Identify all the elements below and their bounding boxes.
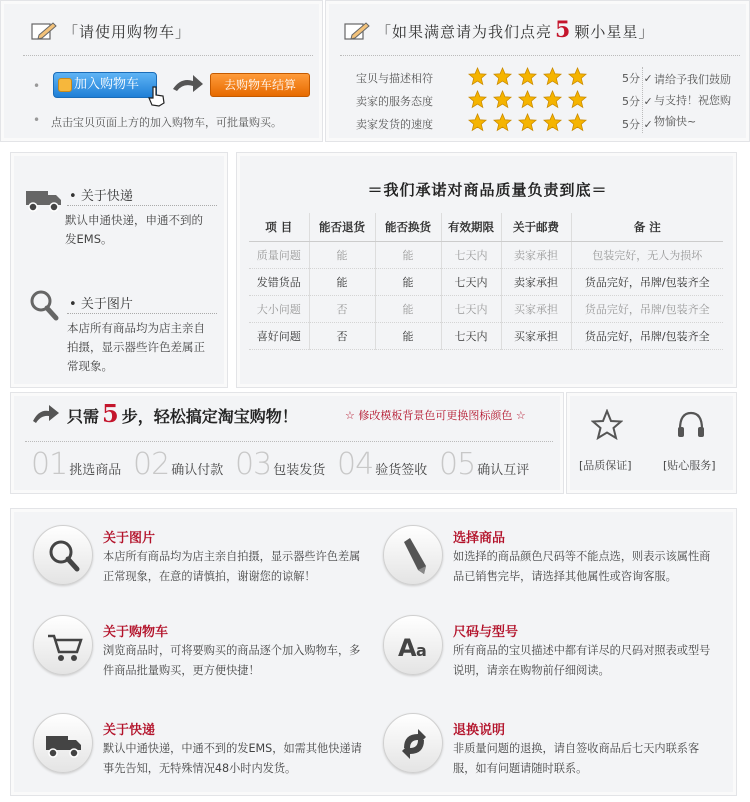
table-cell: 能	[309, 241, 375, 268]
info-title: 选择商品	[453, 531, 506, 546]
info-title: 关于购物车	[103, 625, 169, 640]
table-cell: 能	[375, 241, 441, 268]
table-cell: 买家承担	[501, 322, 571, 349]
arrow-icon	[31, 403, 61, 425]
rating-side-note: 请给予我们鼓励与支持！祝您购物愉快~	[654, 73, 731, 128]
exchange-icon	[384, 714, 444, 774]
star-icon[interactable]	[468, 113, 487, 132]
rating-score: 5分 ✓	[622, 118, 653, 131]
star-icon[interactable]	[543, 90, 562, 109]
divider	[67, 205, 217, 206]
info-text: 本店所有商品均为店主亲自拍摄，显示器些许色差属正常现象，在意的请慎拍，谢谢您的谅解！	[103, 550, 361, 583]
photos-title-text: 关于图片	[80, 297, 133, 312]
add-to-cart-label: 加入购物车	[74, 77, 140, 92]
svg-text:A: A	[398, 634, 417, 662]
info-text: 如选择的商品颜色尺码等不能点选，则表示该属性商品已销售完毕，请选择其他属性或咨询客服。	[453, 550, 711, 583]
table-row	[249, 295, 723, 322]
star-icon[interactable]	[518, 67, 537, 86]
font-size-icon	[384, 616, 444, 676]
table-header: 能否换货	[375, 213, 441, 241]
table-cell: 货品完好，吊牌/包装齐全	[571, 322, 723, 349]
steps-title-suffix: 步，轻松搞定淘宝购物！	[121, 407, 298, 426]
info-title: 关于快递	[103, 723, 156, 738]
table-header: 项 目	[249, 213, 309, 241]
info-icon-select	[383, 525, 443, 585]
step-number: 03	[235, 447, 272, 482]
table-cell: 大小问题	[249, 295, 309, 322]
cart-note: 点击宝贝页面上方的加入购物车，可批量购买。	[51, 116, 282, 129]
bullet: •	[33, 113, 41, 127]
truck-icon	[34, 714, 94, 774]
table-cell: 包装完好，无人为损坏	[571, 241, 723, 268]
step-number: 05	[439, 447, 476, 482]
rating-score-value: 5分	[622, 95, 640, 108]
table-cell: 发错货品	[249, 268, 309, 295]
pencil-icon	[384, 526, 444, 586]
hand-cursor-icon	[147, 85, 167, 107]
table-header: 关于邮费	[501, 213, 571, 241]
star-icon[interactable]	[518, 90, 537, 109]
info-title: 关于图片	[103, 531, 156, 546]
star-icon[interactable]	[568, 113, 587, 132]
step-label: 挑选商品	[69, 463, 122, 478]
photos-title: • 关于图片	[69, 297, 133, 312]
rating-title	[376, 17, 654, 43]
star-icon[interactable]	[493, 67, 512, 86]
step-item	[133, 447, 223, 482]
info-text: 所有商品的宝贝描述中都有详尽的尺码对照表或型号说明，请亲在购物前仔细阅读。	[453, 644, 711, 677]
info-icon-delivery	[33, 713, 93, 773]
rating-score: 5分 ✓	[622, 95, 653, 108]
star-icon[interactable]	[493, 90, 512, 109]
table-row	[249, 268, 723, 295]
table-cell: 货品完好，吊牌/包装齐全	[571, 295, 723, 322]
rating-score-value: 5分	[622, 118, 640, 131]
cart-title: 「请使用购物车」	[63, 23, 192, 41]
rating-row	[356, 113, 656, 135]
info-text: 浏览商品时，可将要购买的商品逐个加入购物车，多件商品批量购买，更方便快捷！	[103, 644, 361, 677]
vertical-divider	[642, 67, 643, 133]
table-cell: 能	[309, 268, 375, 295]
table-cell: 卖家承担	[501, 268, 571, 295]
table-cell: 七天内	[441, 295, 501, 322]
star-icon[interactable]	[543, 113, 562, 132]
star-icon[interactable]	[543, 67, 562, 86]
table-row	[249, 241, 723, 268]
table-cell: 否	[309, 322, 375, 349]
rating-title-num: 5	[555, 17, 572, 43]
star-icon[interactable]	[493, 113, 512, 132]
star-icon[interactable]	[518, 113, 537, 132]
cart-bag-icon	[58, 78, 72, 92]
step-label: 确认付款	[171, 463, 224, 478]
table-cell: 质量问题	[249, 241, 309, 268]
step-number: 01	[31, 447, 68, 482]
star-icon[interactable]	[568, 90, 587, 109]
table-cell: 能	[375, 322, 441, 349]
info-icon-return	[383, 713, 443, 773]
step-label: 确认互评	[477, 463, 530, 478]
add-to-cart-button[interactable]	[53, 72, 157, 98]
quality-badge: [品质保证]	[579, 459, 632, 472]
rating-row	[356, 67, 656, 89]
star-icon[interactable]	[468, 67, 487, 86]
steps-title-num: 5	[102, 399, 119, 428]
headset-icon	[675, 409, 707, 441]
rating-title-suffix: 颗小星星」	[574, 23, 655, 41]
table-header: 能否退货	[309, 213, 375, 241]
info-icon-photo	[33, 525, 93, 585]
info-icon-cart	[33, 615, 93, 675]
info-text: 默认中通快递，中通不到的发EMS，如需其他快递请事先告知，无特殊情况48小时内发货。	[103, 742, 362, 775]
table-header: 有效期限	[441, 213, 501, 241]
step-item	[337, 447, 427, 482]
info-icon-size	[383, 615, 443, 675]
star-outline-icon	[591, 409, 623, 441]
table-cell: 卖家承担	[501, 241, 571, 268]
step-item	[235, 447, 325, 482]
rating-label: 宝贝与描述相符	[356, 72, 433, 85]
magnifier-icon	[29, 289, 59, 321]
table-cell: 喜好问题	[249, 322, 309, 349]
info-panel	[10, 508, 737, 796]
rating-stars[interactable]	[468, 90, 587, 109]
magnifier-icon	[34, 526, 94, 586]
svg-text:a: a	[416, 641, 427, 660]
table-cell: 能	[375, 268, 441, 295]
quality-badge-label: 品质保证	[583, 459, 628, 472]
divider	[23, 55, 313, 56]
steps-title	[67, 399, 298, 428]
shipping-photo-panel	[10, 152, 228, 388]
table-cell: 买家承担	[501, 295, 571, 322]
divider	[67, 313, 217, 314]
step-item	[439, 447, 529, 482]
truck-icon	[25, 187, 63, 213]
rating-title-prefix: 「如果满意请为我们点亮	[376, 23, 553, 41]
rating-panel	[325, 0, 750, 142]
quality-panel	[236, 152, 737, 388]
photos-text: 本店所有商品均为店主亲自拍摄，显示器些许色差属正常现象。	[67, 321, 205, 373]
steps-title-prefix: 只需	[67, 407, 100, 426]
rating-stars[interactable]	[468, 113, 587, 132]
steps-panel	[10, 392, 564, 494]
table-cell: 七天内	[441, 241, 501, 268]
table-row	[249, 322, 723, 349]
pen-icon	[344, 21, 370, 41]
divider	[340, 55, 740, 56]
rating-rows	[356, 67, 666, 137]
table-cell: 能	[375, 295, 441, 322]
shipping-text: 默认申通快递，申通不到的发EMS。	[65, 213, 203, 246]
shipping-title-text: 关于快递	[80, 189, 133, 204]
service-badge: [贴心服务]	[663, 459, 716, 472]
table-cell: 否	[309, 295, 375, 322]
step-label: 包装发货	[273, 463, 326, 478]
checkout-button[interactable]: 去购物车结算	[210, 73, 310, 97]
rating-label: 卖家发货的速度	[356, 118, 433, 131]
rating-score-value: 5分	[622, 72, 640, 85]
shipping-title: • 关于快递	[69, 189, 133, 204]
quality-table	[249, 213, 723, 350]
table-header: 备 注	[571, 213, 723, 241]
service-badge-label: 贴心服务	[667, 459, 712, 472]
table-header-row	[249, 213, 723, 241]
badges-panel	[566, 392, 737, 494]
info-title: 尺码与型号	[453, 625, 519, 640]
bullet: •	[33, 79, 41, 93]
rating-label: 卖家的服务态度	[356, 95, 433, 108]
table-cell: 七天内	[441, 322, 501, 349]
rating-stars[interactable]	[468, 67, 587, 86]
quality-title: ＝我们承诺对商品质量负责到底＝	[367, 181, 608, 199]
info-title: 退换说明	[453, 723, 506, 738]
step-item	[31, 447, 121, 482]
table-cell: 货品完好，吊牌/包装齐全	[571, 268, 723, 295]
step-label: 验货签收	[375, 463, 428, 478]
rating-row	[356, 90, 656, 112]
table-cell: 七天内	[441, 268, 501, 295]
star-icon[interactable]	[568, 67, 587, 86]
cart-panel	[0, 0, 323, 142]
pen-icon	[31, 21, 57, 41]
rating-score: 5分 ✓	[622, 72, 653, 85]
arrow-right-icon	[171, 73, 205, 95]
divider	[25, 441, 553, 442]
step-number: 02	[133, 447, 170, 482]
step-number: 04	[337, 447, 374, 482]
star-icon[interactable]	[468, 90, 487, 109]
info-text: 非质量问题的退换，请自签收商品后七天内联系客服，如有问题请随时联系。	[453, 742, 700, 775]
steps-note: ☆ 修改模板背景色可更换图标颜色 ☆	[345, 409, 526, 422]
cart-icon	[34, 616, 94, 676]
